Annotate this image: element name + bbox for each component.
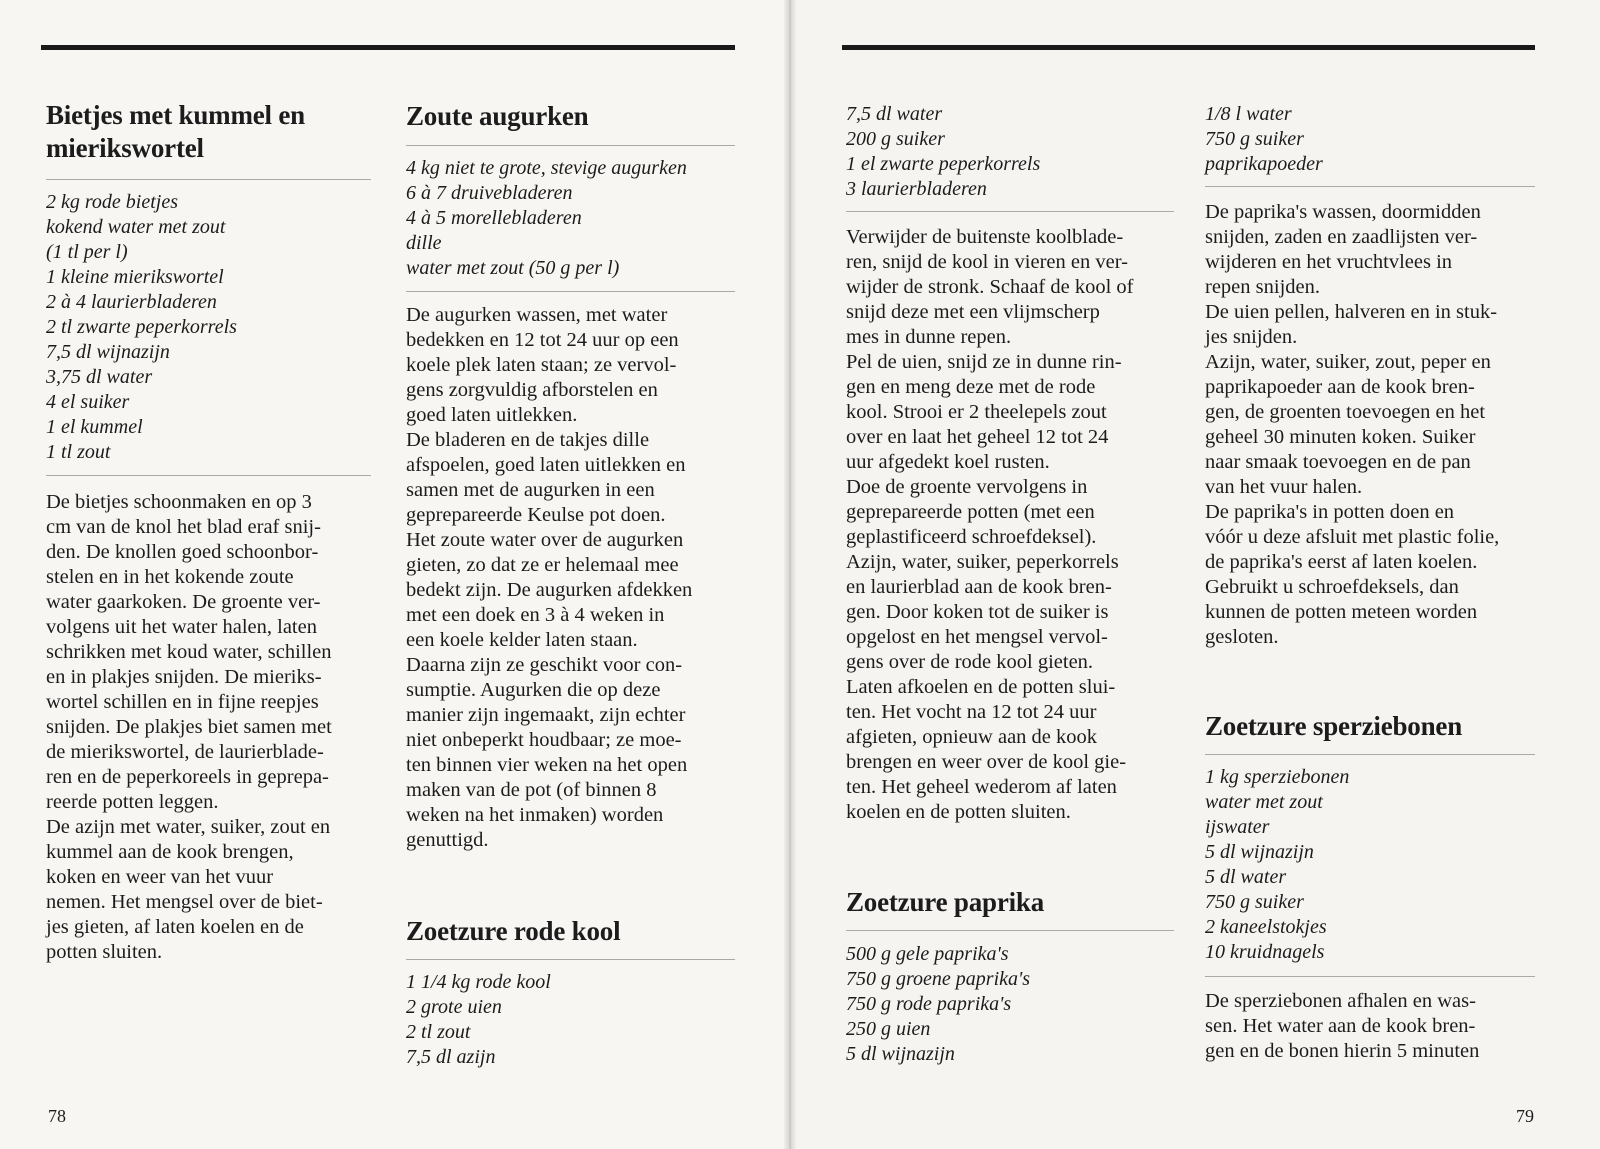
method-line: snijden. De plakjes biet samen met xyxy=(46,716,332,738)
ingredient-line: 200 g suiker xyxy=(846,128,945,150)
method-line: ren, snijd de kool in vieren en ver- xyxy=(846,251,1128,273)
method-line: brengen en weer over de kool gie- xyxy=(846,751,1127,773)
method-line: Gebruikt u schroefdeksels, dan xyxy=(1205,576,1459,598)
method-line: Doe de groente vervolgens in xyxy=(846,476,1088,498)
ingredient-line: 750 g rode paprika's xyxy=(846,993,1012,1015)
ingredient-line: 6 à 7 druivebladeren xyxy=(406,182,573,204)
ingredient-line: 2 grote uien xyxy=(406,996,502,1018)
ingredient-line: 1 kg sperziebonen xyxy=(1205,766,1350,788)
method-line: ten. Het vocht na 12 tot 24 uur xyxy=(846,701,1097,723)
ingredient-line: 10 kruidnagels xyxy=(1205,941,1325,963)
method-line: bedekt zijn. De augurken afdekken xyxy=(406,579,693,601)
recipe-augurken xyxy=(406,100,736,853)
method-line: wortel schillen en in fijne reepjes xyxy=(46,691,319,713)
ingredient-line: dille xyxy=(406,232,442,254)
ingredient-line: 1/8 l water xyxy=(1205,103,1292,125)
method-line: een koele kelder laten staan. xyxy=(406,629,638,651)
ingredient-line: 2 tl zout xyxy=(406,1021,471,1043)
recipe-paprika xyxy=(846,886,1176,1067)
ingredient-line: 5 dl wijnazijn xyxy=(1205,841,1314,863)
ingredient-line: 2 tl zwarte peperkorrels xyxy=(46,316,237,338)
method-line: gens zorgvuldig afborstelen en xyxy=(406,379,658,401)
ingredient-line: 7,5 dl water xyxy=(846,103,943,125)
method-line: en laurierblad aan de kook bren- xyxy=(846,576,1112,598)
title-rule xyxy=(1205,754,1535,755)
recipe-paprika-continued xyxy=(1205,102,1535,650)
method-line: De azijn met water, suiker, zout en xyxy=(46,816,331,838)
method-line: snijden, zaden en zaadlijsten ver- xyxy=(1205,226,1478,248)
method-line: Verwijder de buitenste koolblade- xyxy=(846,226,1124,248)
ingredient-list xyxy=(46,190,376,465)
method-line: maken van de pot (of binnen 8 xyxy=(406,779,657,801)
recipe-title: Zoetzure sperziebonen xyxy=(1205,711,1463,741)
method-line: gieten, zo dat ze er helemaal mee xyxy=(406,554,679,576)
ingredient-line: 1 el zwarte peperkorrels xyxy=(846,153,1041,175)
ingredient-list xyxy=(1205,765,1535,965)
method-line: uur afgedekt koel rusten. xyxy=(846,451,1050,473)
ingredient-line: 5 dl wijnazijn xyxy=(846,1043,955,1065)
method-line: ten binnen vier weken na het open xyxy=(406,754,688,776)
book-gutter xyxy=(784,0,796,1149)
method-line: genuttigd. xyxy=(406,829,489,851)
title-rule xyxy=(46,179,371,180)
ingredient-line: 2 à 4 laurierbladeren xyxy=(46,291,217,313)
ingredient-line: 4 à 5 morellebladeren xyxy=(406,207,582,229)
method-line: De sperziebonen afhalen en was- xyxy=(1205,990,1476,1012)
method-line: geprepareerde potten (met een xyxy=(846,501,1095,523)
recipe-title: Zoetzure paprika xyxy=(846,887,1045,917)
method-line: ten. Het geheel wederom af laten xyxy=(846,776,1117,798)
method-line: afgieten, opnieuw aan de kook xyxy=(846,726,1098,748)
method-line: opgelost en het mengsel vervol- xyxy=(846,626,1108,648)
method-line: sen. Het water aan de kook bren- xyxy=(1205,1015,1476,1037)
method-text xyxy=(1205,989,1535,1064)
ingredient-line: 250 g uien xyxy=(846,1018,931,1040)
ingredient-line: 4 kg niet te grote, stevige augurken xyxy=(406,157,687,179)
method-line: paprikapoeder aan de kook bren- xyxy=(1205,376,1475,398)
method-line: samen met de augurken in een xyxy=(406,479,655,501)
method-line: geplastificeerd schroefdeksel). xyxy=(846,526,1097,548)
ingredient-line: 2 kaneelstokjes xyxy=(1205,916,1327,938)
method-line: koken en weer van het vuur xyxy=(46,866,274,888)
method-line: kummel aan de kook brengen, xyxy=(46,841,294,863)
method-line: gen en meng deze met de rode xyxy=(846,376,1096,398)
method-line: sumptie. Augurken die op deze xyxy=(406,679,661,701)
ingredient-list xyxy=(1205,102,1535,177)
ingredient-line: 1 1/4 kg rode kool xyxy=(406,971,551,993)
method-line: De paprika's in potten doen en xyxy=(1205,501,1455,523)
method-line: de paprika's eerst af laten koelen. xyxy=(1205,551,1478,573)
method-line: niet onbeperkt houdbaar; ze moe- xyxy=(406,729,682,751)
method-line: de mierikswortel, de laurierblade- xyxy=(46,741,324,763)
method-line: Azijn, water, suiker, peperkorrels xyxy=(846,551,1119,573)
method-line: cm van de knol het blad eraf snij- xyxy=(46,516,321,538)
method-line: jes gieten, af laten koelen en de xyxy=(46,916,304,938)
ingredient-line: water met zout (50 g per l) xyxy=(406,257,620,279)
recipe-rode-kool-continued xyxy=(846,102,1176,825)
method-line: gesloten. xyxy=(1205,626,1279,648)
method-line: mes in dunne repen. xyxy=(846,326,1012,348)
ingredient-line: 1 tl zout xyxy=(46,441,111,463)
method-line: volgens uit het water halen, laten xyxy=(46,616,317,638)
method-line: goed laten uitlekken. xyxy=(406,404,578,426)
method-line: bedekken en 12 tot 24 uur op een xyxy=(406,329,679,351)
method-line: De augurken wassen, met water xyxy=(406,304,668,326)
ingredient-list xyxy=(846,942,1176,1067)
method-line: koelen en de potten sluiten. xyxy=(846,801,1071,823)
title-rule xyxy=(406,959,735,960)
method-line: naar smaak toevoegen en de pan xyxy=(1205,451,1471,473)
ingredient-list xyxy=(406,156,736,281)
ingredient-line: 750 g suiker xyxy=(1205,128,1304,150)
recipe-sperziebonen xyxy=(1205,710,1535,1064)
method-line: De uien pellen, halveren en in stuk- xyxy=(1205,301,1498,323)
ingredient-line: ijswater xyxy=(1205,816,1270,838)
recipe-bietjes xyxy=(46,99,376,965)
method-line: gen en de bonen hierin 5 minuten xyxy=(1205,1040,1480,1062)
right-top-rule xyxy=(842,45,1535,50)
ingredient-line: paprikapoeder xyxy=(1205,153,1323,175)
method-line: De bietjes schoonmaken en op 3 xyxy=(46,491,312,513)
method-line: De bladeren en de takjes dille xyxy=(406,429,650,451)
method-line: afspoelen, goed laten uitlekken en xyxy=(406,454,686,476)
ingredient-line: 7,5 dl wijnazijn xyxy=(46,341,170,363)
method-line: ren en de peperkoreels in geprepa- xyxy=(46,766,329,788)
page-number-left: 78 xyxy=(48,1106,66,1126)
method-line: potten sluiten. xyxy=(46,941,163,963)
method-line: water gaarkoken. De groente ver- xyxy=(46,591,321,613)
ingredient-line: (1 tl per l) xyxy=(46,241,128,263)
ingredient-line: 500 g gele paprika's xyxy=(846,943,1009,965)
method-line: stelen en in het kokende zoute xyxy=(46,566,294,588)
recipe-rode-kool xyxy=(406,915,736,1070)
method-line: Laten afkoelen en de potten slui- xyxy=(846,676,1116,698)
method-line: manier zijn ingemaakt, zijn echter xyxy=(406,704,686,726)
method-line: wijderen en het vruchtvlees in xyxy=(1205,251,1453,273)
method-line: kunnen de potten meteen worden xyxy=(1205,601,1478,623)
ingredient-line: 1 kleine mierikswortel xyxy=(46,266,224,288)
recipe-title: Zoetzure rode kool xyxy=(406,916,621,946)
method-line: Daarna zijn ze geschikt voor con- xyxy=(406,654,683,676)
title-rule xyxy=(846,930,1174,931)
method-line: Het zoute water over de augurken xyxy=(406,529,684,551)
page-number-right: 79 xyxy=(1516,1106,1534,1126)
method-text xyxy=(1205,200,1535,650)
method-line: gens over de rode kool gieten. xyxy=(846,651,1094,673)
ingredient-line: kokend water met zout xyxy=(46,216,226,238)
ingredient-line: 1 el kummel xyxy=(46,416,143,438)
title-rule xyxy=(406,145,735,146)
method-line: weken na het inmaken) worden xyxy=(406,804,664,826)
method-line: snijd deze met een vlijmscherp xyxy=(846,301,1100,323)
method-line: over en laat het geheel 12 tot 24 xyxy=(846,426,1109,448)
method-line: van het vuur halen. xyxy=(1205,476,1363,498)
ingredient-list xyxy=(846,102,1176,202)
ingredient-rule xyxy=(46,475,371,476)
ingredient-line: 4 el suiker xyxy=(46,391,130,413)
method-line: nemen. Het mengsel over de biet- xyxy=(46,891,323,913)
ingredient-rule xyxy=(846,211,1174,212)
ingredient-line: 750 g groene paprika's xyxy=(846,968,1031,990)
ingredient-line: 5 dl water xyxy=(1205,866,1287,888)
method-line: geheel 30 minuten koken. Suiker xyxy=(1205,426,1476,448)
method-line: vóór u deze afsluit met plastic folie, xyxy=(1205,526,1500,548)
method-line: met een doek en 3 à 4 weken in xyxy=(406,604,665,626)
method-line: Azijn, water, suiker, zout, peper en xyxy=(1205,351,1491,373)
left-top-rule xyxy=(41,45,735,50)
recipe-title: Zoute augurken xyxy=(406,101,589,131)
method-line: jes snijden. xyxy=(1205,326,1298,348)
ingredient-line: 2 kg rode bietjes xyxy=(46,191,179,213)
method-line: wijder de stronk. Schaaf de kool of xyxy=(846,276,1134,298)
recipe-title: Bietjes met kummel en mierikswortel xyxy=(46,100,305,163)
method-line: den. De knollen goed schoonbor- xyxy=(46,541,319,563)
method-line: reerde potten leggen. xyxy=(46,791,219,813)
ingredient-line: 7,5 dl azijn xyxy=(406,1046,496,1068)
method-line: repen snijden. xyxy=(1205,276,1320,298)
method-text xyxy=(46,490,376,965)
method-line: schrikken met koud water, schillen xyxy=(46,641,332,663)
ingredient-rule xyxy=(406,291,735,292)
ingredient-rule xyxy=(1205,976,1535,977)
method-line: koele plek laten staan; ze vervol- xyxy=(406,354,677,376)
method-line: Pel de uien, snijd ze in dunne rin- xyxy=(846,351,1122,373)
ingredient-line: 3 laurierbladeren xyxy=(846,178,987,200)
method-text xyxy=(846,225,1176,825)
method-line: gen, de groenten toevoegen en het xyxy=(1205,401,1486,423)
ingredient-line: water met zout xyxy=(1205,791,1323,813)
ingredient-list xyxy=(406,970,736,1070)
ingredient-line: 3,75 dl water xyxy=(46,366,153,388)
method-line: kool. Strooi er 2 theelepels zout xyxy=(846,401,1107,423)
method-line: gen. Door koken tot de suiker is xyxy=(846,601,1109,623)
method-line: De paprika's wassen, doormidden xyxy=(1205,201,1481,223)
method-text xyxy=(406,303,736,853)
ingredient-line: 750 g suiker xyxy=(1205,891,1304,913)
method-line: geprepareerde Keulse pot doen. xyxy=(406,504,666,526)
ingredient-rule xyxy=(1205,186,1535,187)
method-line: en in plakjes snijden. De mieriks- xyxy=(46,666,322,688)
